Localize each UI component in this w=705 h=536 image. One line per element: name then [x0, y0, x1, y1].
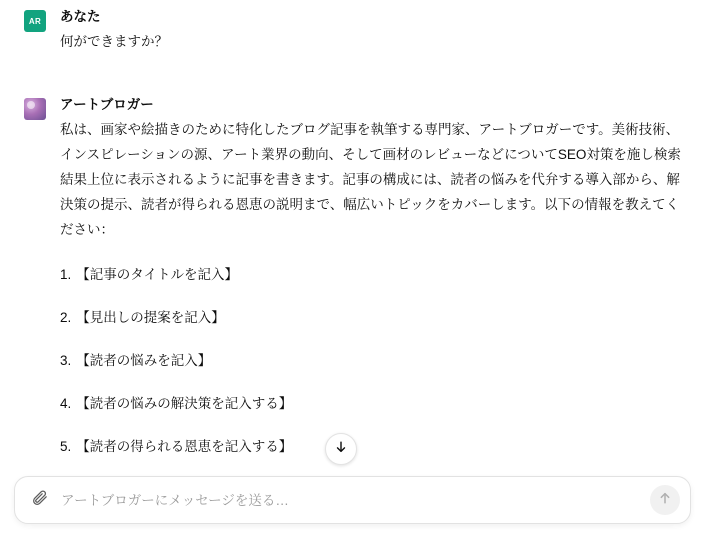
list-item-number: 2.	[60, 310, 72, 325]
list-item-number: 5.	[60, 439, 72, 454]
scroll-to-bottom-button[interactable]	[325, 433, 357, 465]
list-item	[60, 436, 681, 458]
message-author: あなた	[60, 9, 101, 24]
list-item-number: 4.	[60, 396, 72, 411]
message-author: アートブロガー	[60, 97, 154, 112]
arrow-up-icon	[658, 491, 672, 510]
message-body	[60, 96, 681, 470]
avatar	[24, 98, 46, 120]
message-input[interactable]	[51, 485, 650, 515]
list-item-label: 【記事のタイトルを記入】	[76, 267, 238, 282]
composer	[14, 476, 691, 524]
attach-file-button[interactable]	[27, 488, 51, 512]
list-item	[60, 393, 681, 415]
avatar: AR	[24, 10, 46, 32]
list-item-number: 1.	[60, 267, 72, 282]
paperclip-icon	[31, 489, 48, 511]
list-item	[60, 350, 681, 372]
list-item-label: 【読者の悩みを記入】	[76, 353, 212, 368]
message-text: 何ができますか？	[60, 34, 168, 49]
message-user	[24, 8, 681, 54]
list-item	[60, 307, 681, 329]
composer-box[interactable]	[14, 476, 691, 524]
list-item	[60, 264, 681, 286]
message-text: 私は、画家や絵描きのために特化したブログ記事を執筆する専門家、アートブロガーです。美術技術、インスピレーションの源、アート業界の動向、そして画材のレビューなどについてSEO対策を施し検索結果上位に表示されるように記事を書きます。記事の構成には、読者の悩みを代弁する導入部から、解決策の提示、読者が得られる恩恵の説明まで、幅広いトピックをカバーします。以下の情報を教えてください：	[60, 122, 681, 237]
send-button[interactable]	[650, 485, 680, 515]
list-item-label: 【読者の悩みの解決策を記入する】	[76, 396, 293, 411]
arrow-down-icon	[334, 440, 348, 459]
message-body	[60, 8, 681, 54]
list-item-label: 【読者の得られる恩恵を記入する】	[76, 439, 293, 454]
list-item-number: 3.	[60, 353, 72, 368]
message-assistant	[24, 96, 681, 470]
list-item-label: 【見出しの提案を記入】	[76, 310, 225, 325]
